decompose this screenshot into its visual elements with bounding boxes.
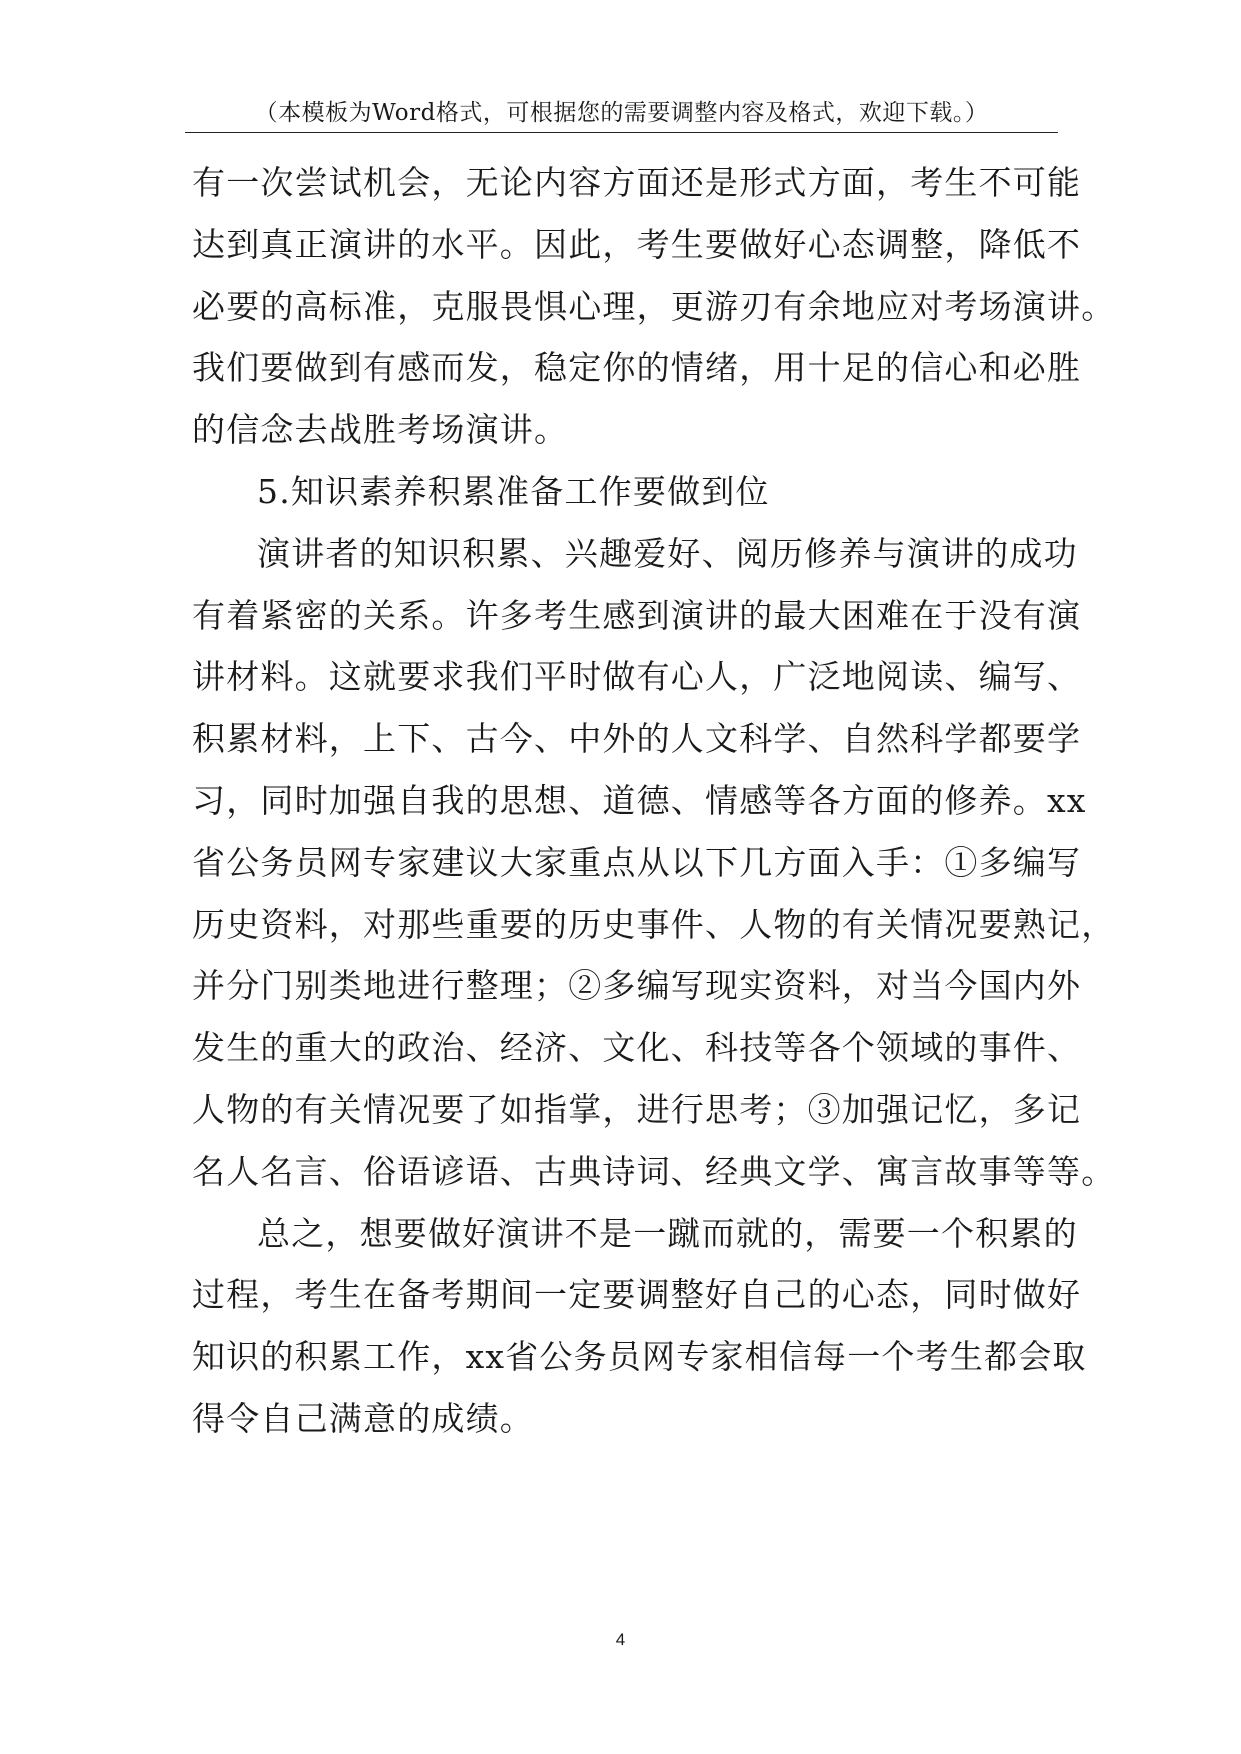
text-line: 省公务员网专家建议大家重点从以下几方面入手：①多编写 — [192, 842, 1082, 882]
text-line: 人物的有关情况要了如指掌，进行思考；③加强记忆，多记 — [192, 1089, 1082, 1129]
text-line: 总之，想要做好演讲不是一蹴而就的，需要一个积累的 — [257, 1213, 1078, 1253]
text-line: 名人名言、俗语谚语、古典诗词、经典文学、寓言故事等等。 — [192, 1151, 1116, 1191]
text-line: 过程，考生在备考期间一定要调整好自己的心态，同时做好 — [192, 1275, 1082, 1315]
text-line: 知识的积累工作，xx省公务员网专家相信每一个考生都会取 — [192, 1337, 1087, 1377]
body-text — [192, 152, 1116, 1450]
text-line: 演讲者的知识积累、兴趣爱好、阅历修养与演讲的成功 — [257, 533, 1078, 573]
text-line: 有一次尝试机会，无论内容方面还是形式方面，考生不可能 — [192, 163, 1082, 202]
text-line: 发生的重大的政治、经济、文化、科技等各个领域的事件、 — [192, 1028, 1082, 1068]
text-line: 的信念去战胜考场演讲。 — [192, 410, 569, 450]
text-line: 必要的高标准，克服畏惧心理，更游刃有余地应对考场演讲。 — [192, 286, 1116, 326]
text-line: 历史资料，对那些重要的历史事件、人物的有关情况要熟记， — [192, 904, 1116, 944]
text-line: 得令自己满意的成绩。 — [192, 1398, 534, 1438]
text-line: 我们要做到有感而发，稳定你的情绪，用十足的信心和必胜 — [192, 348, 1082, 388]
text-line: 积累材料，上下、古今、中外的人文科学、自然科学都要学 — [192, 719, 1082, 759]
text-line: 并分门别类地进行整理；②多编写现实资料，对当今国内外 — [192, 966, 1082, 1006]
text-line: 达到真正演讲的水平。因此，考生要做好心态调整，降低不 — [192, 224, 1082, 264]
section-heading: 5.知识素养积累准备工作要做到位 — [257, 471, 770, 511]
page-number: 4 — [615, 1630, 626, 1649]
text-line: 习，同时加强自我的思想、道德、情感等各方面的修养。xx — [192, 780, 1087, 820]
text-line: 讲材料。这就要求我们平时做有心人，广泛地阅读、编写、 — [192, 657, 1082, 697]
text-line: 有着紧密的关系。许多考生感到演讲的最大困难在于没有演 — [192, 595, 1082, 635]
header-note: （本模板为Word格式，可根据您的需要调整内容及格式，欢迎下载。） — [254, 100, 989, 126]
header-divider — [185, 132, 1058, 133]
